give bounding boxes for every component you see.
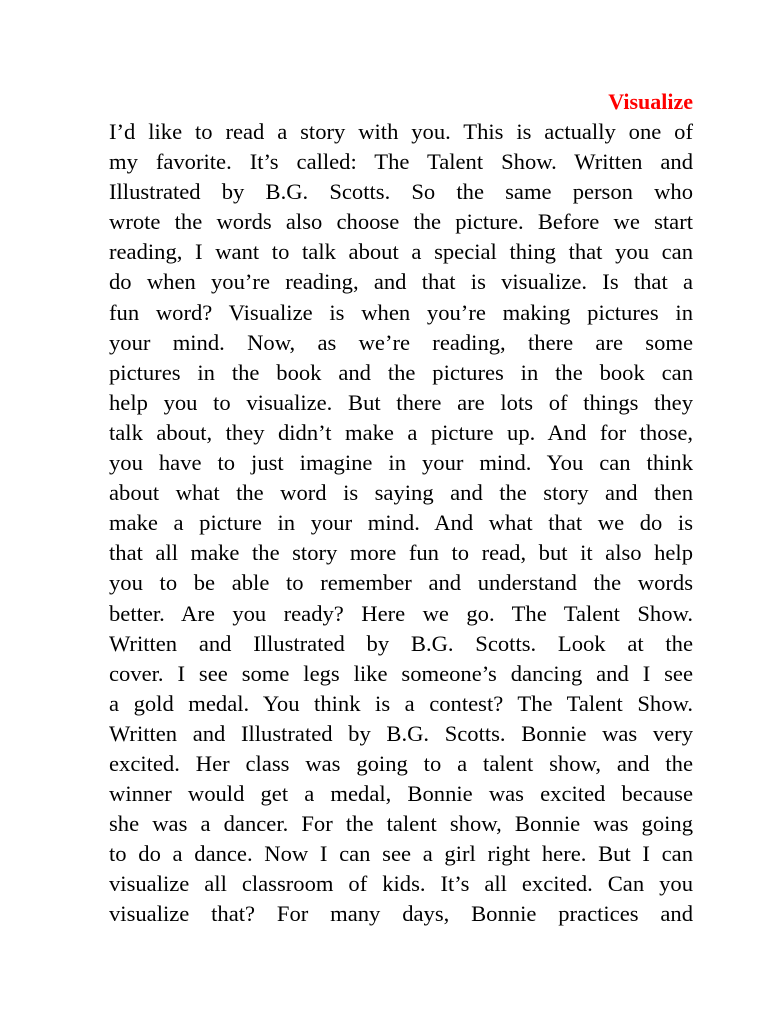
text-line: excited. Her class was going to a talent show, and the [109, 750, 693, 776]
text-line: cover. I see some legs like someone’s dancing and I see [109, 660, 693, 686]
body-paragraph [109, 117, 693, 930]
text-line: better. Are you ready? Here we go. The Talent Show. [109, 600, 693, 626]
text-line: winner would get a medal, Bonnie was excited because [109, 781, 693, 807]
text-line: Illustrated by B.G. Scotts. So the same person who [109, 179, 693, 205]
text-line: help you to visualize. But there are lots of things they [109, 389, 693, 415]
text-line: Written and Illustrated by B.G. Scotts. Bonnie was very [109, 720, 693, 746]
text-line: fun word? Visualize is when you’re making pictures in [109, 299, 693, 325]
text-line: do when you’re reading, and that is visualize. Is that a [109, 269, 693, 295]
text-line: my favorite. It’s called: The Talent Show. Written and [109, 149, 693, 175]
text-line: I’d like to read a story with you. This is actually one of [109, 119, 693, 144]
text-line: you to be able to remember and understand the words [109, 570, 693, 596]
text-line: make a picture in your mind. And what that we do is [109, 510, 693, 536]
text-line: you have to just imagine in your mind. You can think [109, 450, 693, 476]
text-line: Written and Illustrated by B.G. Scotts. Look at the [109, 630, 693, 656]
text-line: she was a dancer. For the talent show, Bonnie was going [109, 811, 693, 837]
text-line: your mind. Now, as we’re reading, there are some [109, 329, 693, 355]
text-line: talk about, they didn’t make a picture up. And for those, [109, 419, 693, 445]
text-line: pictures in the book and the pictures in the book can [109, 359, 693, 385]
section-heading: Visualize [608, 89, 693, 114]
text-line: about what the word is saying and the story and then [109, 480, 693, 506]
text-line: visualize all classroom of kids. It’s all excited. Can you [109, 871, 693, 897]
text-line: visualize that? For many days, Bonnie practices and [109, 901, 693, 927]
text-line: a gold medal. You think is a contest? The Talent Show. [109, 690, 693, 716]
text-line: to do a dance. Now I can see a girl right here. But I can [109, 841, 693, 867]
text-line: that all make the story more fun to read, but it also help [109, 540, 693, 566]
text-line: reading, I want to talk about a special thing that you can [109, 239, 693, 265]
text-line: wrote the words also choose the picture. Before we start [109, 209, 693, 235]
